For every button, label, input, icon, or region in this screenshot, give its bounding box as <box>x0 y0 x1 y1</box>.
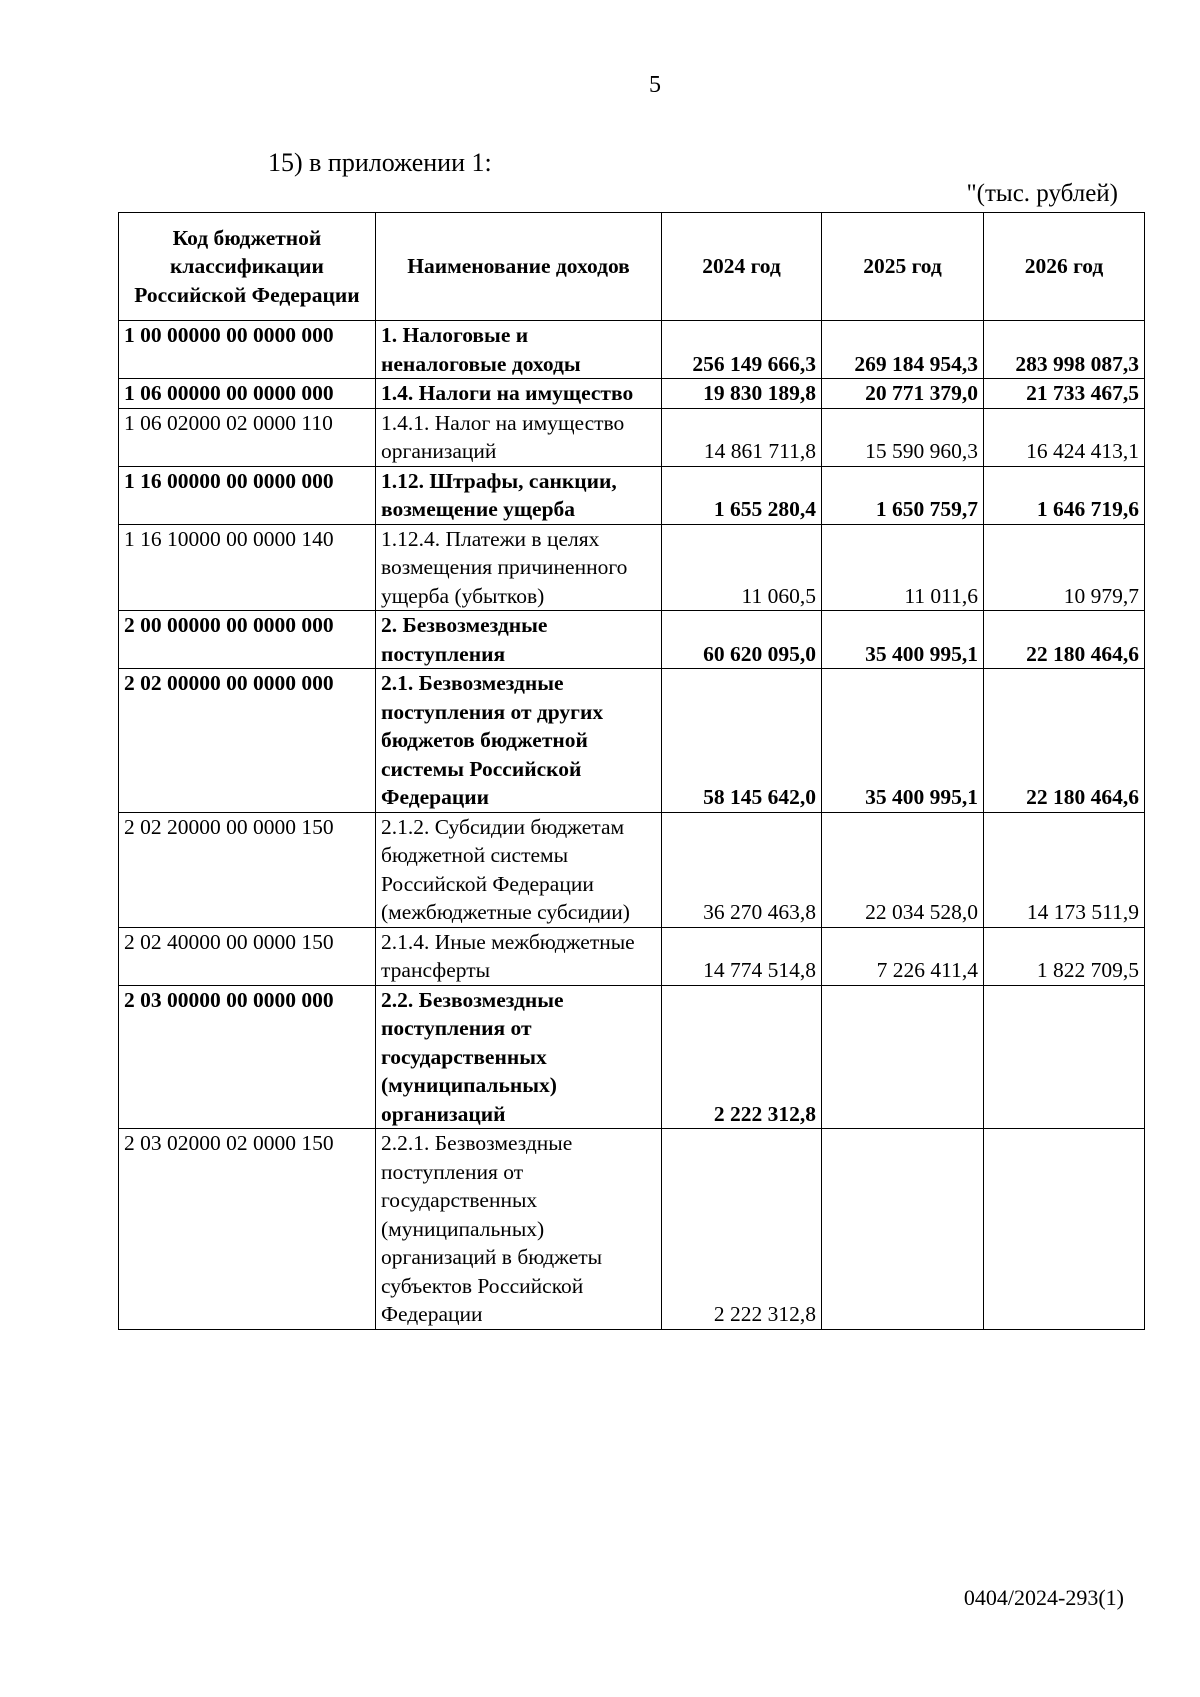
row-value-2026: 22 180 464,6 <box>984 611 1145 669</box>
row-value-2025: 11 011,6 <box>822 524 984 611</box>
row-value-2026: 1 822 709,5 <box>984 927 1145 985</box>
row-value-2026: 14 173 511,9 <box>984 812 1145 927</box>
row-code: 2 02 40000 00 0000 150 <box>119 927 376 985</box>
units-label: "(тыс. рублей) <box>966 180 1118 207</box>
row-code: 2 00 00000 00 0000 000 <box>119 611 376 669</box>
header-2025: 2025 год <box>822 213 984 321</box>
row-value-2026: 16 424 413,1 <box>984 408 1145 466</box>
row-value-2025: 35 400 995,1 <box>822 669 984 813</box>
header-code: Код бюджетной классификации Российской Федерации <box>119 213 376 321</box>
row-value-2026: 1 646 719,6 <box>984 466 1145 524</box>
row-name: 2.1.4. Иные межбюджетные трансферты <box>376 927 662 985</box>
row-name: 2.2. Безвозмездные поступления от государственных (муниципальных) организаций <box>376 985 662 1129</box>
row-value-2025: 20 771 379,0 <box>822 379 984 409</box>
row-value-2026: 10 979,7 <box>984 524 1145 611</box>
row-value-2024: 2 222 312,8 <box>662 985 822 1129</box>
row-value-2024: 11 060,5 <box>662 524 822 611</box>
header-row <box>119 213 1145 321</box>
row-value-2024: 60 620 095,0 <box>662 611 822 669</box>
row-value-2026: 283 998 087,3 <box>984 321 1145 379</box>
row-code: 2 03 02000 02 0000 150 <box>119 1129 376 1330</box>
row-code: 2 02 00000 00 0000 000 <box>119 669 376 813</box>
row-value-2024: 58 145 642,0 <box>662 669 822 813</box>
row-value-2025: 1 650 759,7 <box>822 466 984 524</box>
header-2024: 2024 год <box>662 213 822 321</box>
row-value-2024: 1 655 280,4 <box>662 466 822 524</box>
revenue-table <box>118 212 1145 1330</box>
row-value-2025: 7 226 411,4 <box>822 927 984 985</box>
document-id: 0404/2024-293(1) <box>963 1585 1124 1610</box>
row-value-2024: 14 861 711,8 <box>662 408 822 466</box>
row-value-2026 <box>984 985 1145 1129</box>
table-row <box>119 669 1145 813</box>
row-value-2025 <box>822 985 984 1129</box>
row-code: 1 06 02000 02 0000 110 <box>119 408 376 466</box>
table-row <box>119 379 1145 409</box>
row-name: 1.4.1. Налог на имущество организаций <box>376 408 662 466</box>
row-name: 2.1. Безвозмездные поступления от других бюджетов бюджетной системы Российской Федерации <box>376 669 662 813</box>
table-row <box>119 1129 1145 1330</box>
row-value-2025: 35 400 995,1 <box>822 611 984 669</box>
row-name: 2.2.1. Безвозмездные поступления от государственных (муниципальных) организаций в бюджеты субъектов Российской Федерации <box>376 1129 662 1330</box>
header-2026: 2026 год <box>984 213 1145 321</box>
row-value-2024: 14 774 514,8 <box>662 927 822 985</box>
row-value-2026: 22 180 464,6 <box>984 669 1145 813</box>
row-code: 1 16 10000 00 0000 140 <box>119 524 376 611</box>
table-row <box>119 321 1145 379</box>
row-value-2024: 256 149 666,3 <box>662 321 822 379</box>
row-code: 2 03 00000 00 0000 000 <box>119 985 376 1129</box>
row-value-2025: 269 184 954,3 <box>822 321 984 379</box>
table-row <box>119 985 1145 1129</box>
header-name: Наименование доходов <box>376 213 662 321</box>
row-name: 2. Безвозмездные поступления <box>376 611 662 669</box>
row-value-2025 <box>822 1129 984 1330</box>
row-name: 1.12. Штрафы, санкции, возмещение ущерба <box>376 466 662 524</box>
row-value-2024: 2 222 312,8 <box>662 1129 822 1330</box>
row-code: 1 00 00000 00 0000 000 <box>119 321 376 379</box>
row-value-2026: 21 733 467,5 <box>984 379 1145 409</box>
row-code: 1 16 00000 00 0000 000 <box>119 466 376 524</box>
row-code: 1 06 00000 00 0000 000 <box>119 379 376 409</box>
row-code: 2 02 20000 00 0000 150 <box>119 812 376 927</box>
row-value-2024: 36 270 463,8 <box>662 812 822 927</box>
row-value-2026 <box>984 1129 1145 1330</box>
table-row <box>119 927 1145 985</box>
row-value-2025: 15 590 960,3 <box>822 408 984 466</box>
row-name: 1.4. Налоги на имущество <box>376 379 662 409</box>
intro-text: 15) в приложении 1: <box>268 148 492 177</box>
table-row <box>119 524 1145 611</box>
table-row <box>119 812 1145 927</box>
row-name: 2.1.2. Субсидии бюджетам бюджетной системы Российской Федерации (межбюджетные субсидии) <box>376 812 662 927</box>
table-row <box>119 611 1145 669</box>
row-value-2025: 22 034 528,0 <box>822 812 984 927</box>
table-row <box>119 408 1145 466</box>
row-name: 1.12.4. Платежи в целях возмещения причиненного ущерба (убытков) <box>376 524 662 611</box>
row-value-2024: 19 830 189,8 <box>662 379 822 409</box>
table-row <box>119 466 1145 524</box>
page-number: 5 <box>649 72 661 98</box>
row-name: 1. Налоговые и неналоговые доходы <box>376 321 662 379</box>
